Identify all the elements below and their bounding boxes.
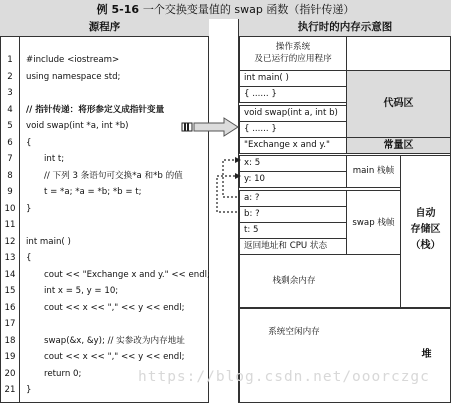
watermark-url: https://blog.csdn.net/ooorczgc (138, 369, 430, 385)
line-number-text: 9 (7, 187, 13, 197)
title-text: 一个交换变量值的 swap 函数（指针传递） (142, 3, 355, 16)
code-text: swap(&x, &y); // 实参改为内存地址 (44, 336, 185, 346)
code-text: // 指针传递：将形参定义成指针变量 (26, 105, 165, 115)
line-number-text: 7 (7, 154, 13, 164)
figure-title (0, 0, 451, 20)
code-line (0, 184, 209, 200)
code-line (0, 118, 209, 134)
heap-label: 堆 (421, 349, 432, 360)
code-line (0, 250, 209, 266)
code-text: int main( ) (26, 237, 71, 247)
main-sig-cell: int main( ) (239, 70, 347, 87)
line-number-text: 12 (4, 237, 16, 247)
line-number-text: 13 (4, 253, 16, 263)
code-area-label: 代码区 (383, 98, 414, 109)
line-number-text: 2 (7, 72, 13, 82)
code-line (0, 52, 209, 68)
code-line (0, 168, 209, 184)
line-number (0, 217, 209, 233)
line-number-text: 21 (4, 385, 16, 395)
code-line (0, 69, 209, 85)
line-number-text: 20 (4, 369, 16, 379)
code-text: } (26, 204, 32, 214)
code-text: cout << "Exchange x and y." << endl; (44, 270, 210, 280)
b-cell: b: ? (239, 206, 347, 223)
code-area-cell (346, 70, 451, 138)
code-text: return 0; (44, 369, 82, 379)
example-label: 例 5-16 (96, 3, 140, 16)
code-text: { (26, 253, 32, 263)
const-area-label: 常量区 (383, 140, 414, 151)
code-to-memory-arrow (180, 116, 242, 140)
line-number-text: 17 (4, 319, 16, 329)
swap-stack-label: swap 栈帧 (352, 218, 395, 228)
const-area-cell (346, 137, 451, 154)
memory-header: 执行时的内存示意图 (239, 19, 451, 37)
line-number-text: 16 (4, 303, 16, 313)
code-line (0, 102, 209, 118)
line-number (0, 85, 209, 101)
line-number-text: 14 (4, 270, 16, 280)
code-line (0, 267, 209, 283)
code-line (0, 151, 209, 167)
code-line (0, 349, 209, 365)
code-line (0, 333, 209, 349)
auto-storage-label: 自动 存储区 （栈） (410, 208, 441, 251)
code-text: { (26, 138, 32, 148)
y-cell: y: 10 (239, 171, 347, 188)
code-text: using namespace std; (26, 72, 121, 82)
code-line (0, 135, 209, 151)
line-number-text: 5 (7, 121, 13, 131)
x-cell: x: 5 (239, 155, 347, 172)
code-text: // 下列 3 条语句可交换*a 和*b 的值 (44, 171, 183, 181)
line-number-text: 4 (7, 105, 13, 115)
code-text: t = *a; *a = *b; *b = t; (44, 187, 142, 197)
a-cell: a: ? (239, 190, 347, 207)
stack-remaining-cell (239, 254, 401, 308)
code-text: cout << x << "," << y << endl; (44, 352, 185, 362)
free-memory-label: 系统空闲内存 (268, 327, 320, 337)
swap-sig-cell: void swap(int a, int b) (239, 105, 347, 122)
code-text: int x = 5, y = 10; (44, 286, 119, 296)
code-header: 源程序 (0, 19, 209, 37)
line-number-text: 8 (7, 171, 13, 181)
main-body-cell: { ...... } (239, 86, 347, 103)
free-memory-cell (239, 308, 451, 403)
line-number-text: 11 (4, 220, 16, 230)
code-line (0, 234, 209, 250)
line-number-text: 3 (7, 88, 13, 98)
code-line (0, 283, 209, 299)
line-number-text: 18 (4, 336, 16, 346)
code-text: #include <iostream> (26, 55, 120, 65)
os-memory-cell (239, 36, 347, 71)
return-address-cell: 返回地址和 CPU 状态 (239, 238, 347, 255)
os-label: 操作系统 及已运行的应用程序 (254, 42, 332, 64)
line-number-text: 6 (7, 138, 13, 148)
code-text: cout << x << "," << y << endl; (44, 303, 185, 313)
line-number-text: 1 (7, 55, 13, 65)
swap-stack-frame-cell (346, 190, 401, 255)
main-stack-label: main 栈帧 (352, 166, 395, 176)
auto-storage-cell (400, 155, 451, 308)
swap-body-cell: { ...... } (239, 121, 347, 138)
code-text: void swap(int *a, int *b) (26, 121, 129, 131)
line-number (0, 316, 209, 332)
code-text: int t; (44, 154, 65, 164)
stack-remaining-label: 栈剩余内存 (272, 276, 316, 286)
pointer-arrows (213, 155, 243, 217)
code-text: } (26, 385, 32, 395)
const-string-cell: "Exchange x and y." (239, 137, 347, 154)
line-number-text: 15 (4, 286, 16, 296)
code-line (0, 201, 209, 217)
code-line (0, 300, 209, 316)
line-number-text: 19 (4, 352, 16, 362)
main-stack-frame-cell (346, 155, 401, 188)
t-cell: t: 5 (239, 222, 347, 239)
line-number-text: 10 (4, 204, 16, 214)
